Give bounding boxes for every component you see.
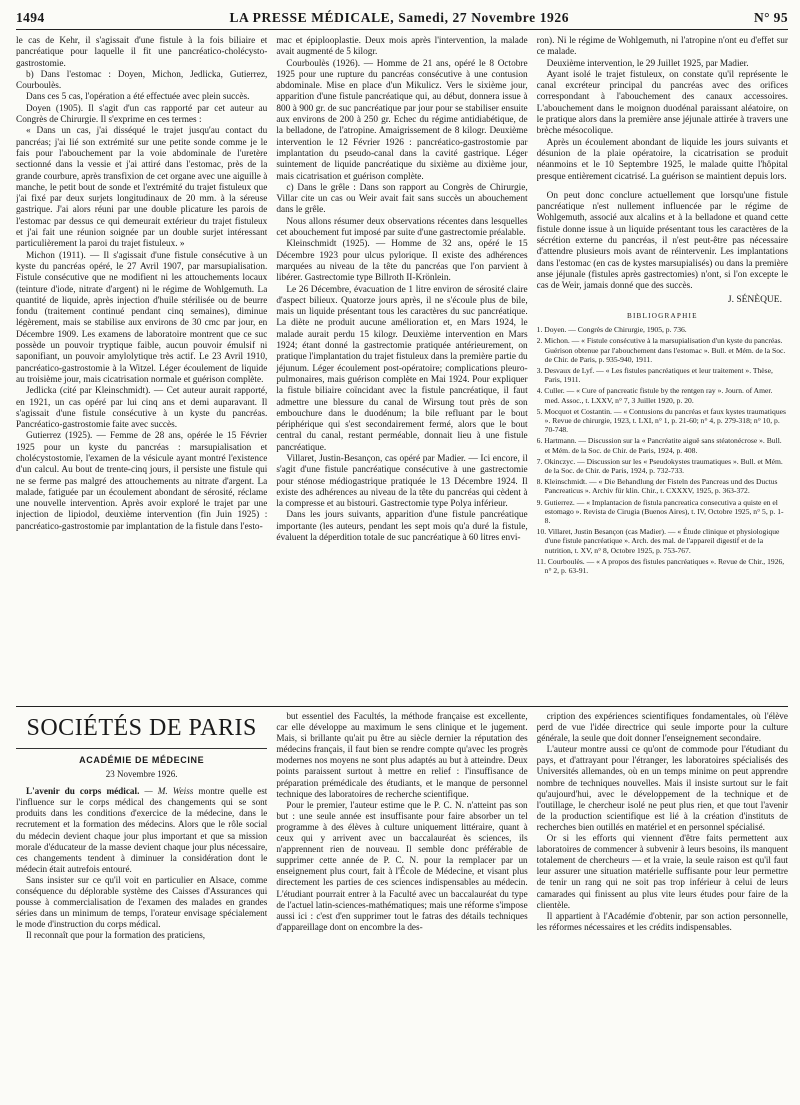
paragraph: Le 26 Décembre, évacuation de 1 litre environ de sérosité claire d'aspect bilieux. Quatorze jours après, il ne s'écoule plus de bile, mais un liquide présentant tous les caractères du suc pancréatique. La diète ne produit aucune amélioration et, en Mars 1924, le malade aurait perdu 15 kilogr. Deuxième intervention en Mars 1924; étant donné la gastrectomie pratiquée antérieurement, on pratique l'implantation du trajet fistuleux dans la première partie du jéjunum. Léger écoulement post-opératoire; complications pleuro-pulmonaires, mais guérison complète en Mai 1924. Pour expliquer la fistule biliaire coïncidant avec la fistule pancréatique, il faut admettre une blessure du canal de Wirsung tout près de son embouchure dans le duodénum; la bile refluant par le bout périphérique qui s'est secondairement fermé, alors que le bout central du canal, restant perméable, donnait lieu à une fistule pancréatique.	[276, 284, 528, 453]
paragraph: Il appartient à l'Académie d'obtenir, par son action personnelle, les réformes nécessaires et les crédits indispensables.	[536, 910, 788, 932]
paragraph: Sans insister sur ce qu'il voit en particulier en Alsace, comme conséquence du déplorable système des Caisses d'Assurances qui pousse à commercialisation de l'examen des malades en grandes séries dans un minimum de temps, l'orateur envisage spécialement le mode d'instruction du corps médical.	[16, 874, 268, 930]
paragraph: Gutierrez (1925). — Femme de 28 ans, opérée le 15 Février 1925 pour un kyste du pancréas : marsupialisation et cholécystostomie, l'examen de la vésicule ayant montré l'existence d'un calcul. Au bout de trente-cinq jours, il persiste une fistule qui ne se ferme pas malgré des attouchements au nitrate d'argent. La malade, fatiguée par un écoulement abondant de sérosité, réclame une nouvelle intervention. Après avoir exploré le trajet par une injection de lipiodol, deuxième intervention (fin Juin 1925) : pancréatico-gastrostomie par implantation de la fistule dans l'esto-	[16, 431, 268, 532]
paragraph: L'auteur montre aussi ce qu'ont de commode pour l'étudiant du pays, et d'attrayant pour l'étranger, les laboratoires spécialisés des Universités allemandes, où en un temps minime on peut apprendre nombre de techniques nouvelles. Mais il insiste surtout sur le fait qu'aujourd'hui, avec le développement de la technique et de l'outillage, le chercheur isolé ne peut plus rien, et que tout l'avenir de la production scientifique est lié à la création d'instituts de recherches bien outillés en matériel et en personnel spécialisé.	[536, 744, 788, 832]
paragraph: Or si les efforts qui viennent d'être faits permettent aux laboratoires de commencer à subvenir à leurs besoins, ils manquent totalement de chercheurs — et la vraie, la seule raison est qu'il faut leur assurer une situation matérielle suffisante pour leur permettre de tenir un rang qui ne soit pas trop inférieur à celui de leurs camarades qui finissent au plus vite leurs études pour faire de la clientèle.	[536, 833, 788, 910]
bibliography-item: 3. Desvaux de Lyf. — « Les fistules pancréatiques et leur traitement ». Thèse, Paris, 1911.	[536, 365, 773, 385]
author-signature: J. SÉNÈQUE.	[727, 294, 782, 305]
page-number: 1494	[16, 10, 45, 25]
page-header	[16, 10, 788, 30]
article-column-1	[16, 36, 267, 702]
paragraph: Nous allons résumer deux observations récentes dans lesquelles cet abouchement fut imposé par suite d'une gastrectomie préalable.	[276, 216, 528, 239]
bibliography-item: 5. Mocquot et Costantin. — « Contusions du pancréas et faux kystes traumatiques ». Revue de chirurgie, 1923, t. LXI, n° 1, p. 21-60; n° 4, p. 279-318; n° 10, p. 70-748.	[536, 406, 786, 435]
bibliography-item: 1. Doyen. — Congrès de Chirurgie, 1905, p. 736.	[536, 325, 687, 335]
bibliography-item: 8. Kleinschmidt. — « Die Behandlung der Fisteln des Pancreas und des Ductus Pancreaticus ». Archiv für klin. Chir., t. CXXXV, 1925, p. 363-372.	[536, 477, 778, 496]
paragraph: b) Dans l'estomac : Doyen, Michon, Jedlicka, Gutierrez, Courboulès.	[16, 69, 268, 92]
societes-section	[16, 707, 788, 1105]
article-column-3	[537, 36, 788, 702]
paragraph: Deuxième intervention, le 29 Juillet 1925, par Madier.	[546, 58, 749, 69]
paragraph: Ayant isolé le trajet fistuleux, on constate qu'il représente le canal excréteur principal du pancréas avec des orifices correspondant à l'abouchement des canaux accessoires. L'abouchement dans le moignon duodénal paraissant aléatoire, on le pratique alors dans la première anse jéjunale attirée à travers une brèche mésocolique.	[536, 69, 788, 137]
paragraph: Jedlicka (cité par Kleinschmidt). — Cet auteur aurait rapporté, en 1921, un cas opéré par lui cinq ans et demi auparavant. Il s'agissait d'une fistule consécutive à un kyste du pancréas. Pancréatico-gastrostomie faite avec succès.	[16, 386, 268, 431]
bibliography-item: 4. Culler. — « Cure of pancreatic fistule by the rentgen ray ». Journ. of Amer. med. Assoc., t. LXXV, n° 7, 3 Juillet 1920, p. 20.	[536, 386, 773, 405]
paragraph: c) Dans le grêle : Dans son rapport au Congrès de Chirurgie, Villar cite un cas ou Weir avait fait sans succès un abouchement dans le grêle.	[276, 182, 528, 216]
article-columns	[16, 36, 788, 702]
bibliography-item: 10. Villaret, Justin Besançon (cas Madier). — « Étude clinique et physiologique d'une fistule pancréatique ». Arch. des mal. de l'appareil digestif et de la nutrition, t. XV, n° 8, Octobre 1925, p. 753-767.	[536, 527, 780, 555]
paragraph: Courboulès (1926). — Homme de 21 ans, opéré le 8 Octobre 1925 pour une rupture du pancréas consécutive à une contusion abdominale. Mise en place d'un Mikulicz. Vers le sixième jour, apparition d'une fistule pancréatique qui, au début, donnera issue à 800 à 900 gr. de suc pancréatique par jour pour se stabiliser ensuite aux environs de 200 à 250 gr. Echec du régime antidiabétique, de la belladone, de l'atropine. Amaigrissement de 8 kilogr. Deuxième intervention le 12 Février 1926 : pancréatico-gastrostomie par implantation du pseudo-canal dans la cavité gastrique. Léger suintement de liquide pancréatique du sixième au dixième jour, mais cicatrisation et guérison complète.	[276, 58, 528, 182]
bibliography-item: 7. Okinczyc. — Discussion sur les « Pseudokystes traumatiques ». Bull. et Mém. de la Soc. de Chir. de Paris, 1924, p. 732-733.	[536, 456, 783, 475]
paragraph: « Dans un cas, j'ai disséqué le trajet jusqu'au contact du pancréas; j'ai lié son extrémité sur une petite sonde comme je le fais pour l'abouchement par la voie abdominale de l'uretère sectionné dans la vessie et j'ai attiré dans l'estomac, près de la grande courbure, après transfixion de cet organe avec une aiguille à manche, le petit bout de sonde et l'extrémité du trajet fistuleux que j'ai fixé par deux surjets longitudinaux de 20 mm. à la séreuse gastrique. J'ai alors réuni par une double plicature les parois de l'estomac par dessus ce qui demeurait extérieur du trajet fistuleux et j'ai fait une réunion soignée par un double surjet intéressant particulièrement la paroi du trajet fistuleux. »	[16, 126, 268, 250]
bibliography-heading: BIBLIOGRAPHIE	[626, 311, 698, 320]
societes-column-1	[16, 711, 267, 1105]
paragraph: mac et épiplooplastie. Deux mois après l'intervention, la malade avait augmenté de 5 kilogr.	[276, 36, 528, 58]
paragraph: but essentiel des Facultés, la méthode française est excellente, car elle développe au maximum le sens clinique et le jugement. Mais, si brillante qu'ait pu être au siècle dernier la réputation des médecins français, il faut bien se rendre compte qu'avec les progrès modernes nos moyens ne sont plus adaptés au but à atteindre. Deux points paraissent surtout à mettre en relief : l'insuffisance de préparation prémédicale des étudiants, et le manque de personnel technique des laboratoires de recherche scientifique.	[276, 711, 528, 799]
societes-column-3	[537, 711, 788, 1105]
lead-author: — M. Weiss	[144, 786, 194, 797]
paragraph: On peut donc conclure actuellement que lorsqu'une fistule pancréatique n'est nullement influencée par le régime de Wohlgemuth, associé aux alcalins et à la belladone et quand cette fistule donne issue à un liquide présentant tous les caractères de la sécrétion externe du pancréas, il n'est peut-être pas nécessaire d'attendre plusieurs mois avant de réintervenir. Les implantations dans l'estomac (en cas de kystes marsupialisés) ou dans la première anse jéjunale (fistules après gastrectomies) n'ont, si l'on excepte le cas de Weir, jamais donné que des succès.	[536, 190, 788, 292]
paragraph: Villaret, Justin-Besançon, cas opéré par Madier. — Ici encore, il s'agit d'une fistule pancréatique consécutive à une gastrectomie pour sténose médiogastrique pratiquée le 13 Décembre 1924. Il existe des adhérences au niveau de la tête du pancréas qui cèdent à la compresse et au bistouri. Gastrectomie type Polya inférieur.	[276, 453, 528, 510]
bibliography-list	[537, 325, 788, 575]
journal-title: LA PRESSE MÉDICALE, Samedi, 27 Novembre 1926	[229, 10, 570, 25]
societes-column-2	[276, 711, 527, 1105]
paragraph: Dans les jours suivants, apparition d'une fistule pancréatique importante (les auteurs, pendant les sept mois qu'a duré la fistule, évaluent la déperdition totale de suc pancréatique à 60 litres envi-	[276, 510, 528, 544]
paragraph: ron). Ni le régime de Wohlgemuth, ni l'atropine n'ont eu d'effet sur ce malade.	[536, 36, 788, 58]
paragraph: Kleinschmidt (1925). — Homme de 32 ans, opéré le 15 Décembre 1923 pour ulcus pylorique. Il existe des adhérences marquées au niveau de la tête du pancréas que l'on parvient à libérer. Gastrectomie type Billroth II-Krönlein.	[276, 239, 528, 284]
paragraph: cription des expériences scientifiques fondamentales, où l'élève perd de vue l'idée directrice qui seule importe pour la culture générale, la seule que doit donner l'enseignement secondaire.	[536, 711, 788, 744]
paragraph	[16, 786, 267, 875]
article-column-2	[276, 36, 527, 702]
bibliography-item: 11. Courboulès. — « A propos des fistules pancréatiques ». Revue de Chir., 1926, n° 2, p. 63-91.	[536, 556, 785, 575]
bibliography-item: 2. Michon. — « Fistule consécutive à la marsupialisation d'un kyste du pancréas. Guérison obtenue par l'abouchement dans l'estomac ». Bull. et Mém. de la Soc. de Chir. de Paris, p. 935-940, 1911.	[536, 336, 786, 364]
session-date: 23 Novembre 1926.	[105, 769, 178, 780]
paragraph: Pour le premier, l'auteur estime que le P. C. N. n'atteint pas son but : une seule année est insuffisante pour faire absorber un tel programme à des élèves à culture uniquement littéraire, quant à ceux qui y arrivent avec un baccalauréat ès sciences, ils n'apprennent rien de nouveau. Il semble donc préférable de supprimer cette année de P. C. N. pour la remplacer par un enseignement plus court, fait à l'École de Médecine, et visant plus directement les parties de ces sciences indispensables au médecin. L'étudiant pourrait entrer à la Faculté avec un baccalauréat du type de l'actuel latin-sciences-mathématiques; mais une réforme s'impose aussi ici : c'est d'en supprimer tout le fatras des détails techniques d'appareillage dont on encombre la des-	[276, 799, 528, 932]
paragraph: Doyen (1905). Il s'agit d'un cas rapporté par cet auteur au Congrès de Chirurgie. Il s'exprime en ces termes :	[16, 103, 268, 126]
paragraph: Dans ces 5 cas, l'opération a été effectuée avec plein succès.	[26, 92, 250, 103]
academy-heading: ACADÉMIE DE MÉDECINE	[79, 755, 205, 765]
section-title: SOCIÉTÉS DE PARIS	[16, 711, 267, 749]
paragraph: Il reconnaît que pour la formation des praticiens,	[26, 930, 206, 941]
lead-title: L'avenir du corps médical.	[26, 786, 140, 797]
bibliography-item: 9. Gutierrez. — « Implantacion de fistula pancreatica consecutiva a quiste en el estomago ». Revista de Cirugia (Buenos Aires), t. IV, Octobre 1925, n° 5, p. 1-8.	[536, 497, 784, 525]
bibliography-item: 6. Hartmann. — Discussion sur la « Pancréatite aiguë sans stéatonécrose ». Bull. et Mém. de la Soc. de Chir. de Paris, 1924, p. 408.	[536, 436, 782, 455]
paragraph: Après un écoulement abondant de liquide les jours suivants et désunion de la plaie opératoire, la cicatrisation se produit néanmoins et le 10 Septembre 1925, le malade quitte l'hôpital presque entièrement cicatrisé. La guérison se maintient depuis lors.	[536, 137, 788, 182]
paragraph: Michon (1911). — Il s'agissait d'une fistule consécutive à un kyste du pancréas opéré, le 27 Avril 1907, par marsupialisation. Fistule consécutive que ne modifient ni les attouchements locaux (teinture d'iode, nitrate d'argent) ni le régime de Wohlgemuth. La quantité de liquide, après injection d'huile stérilisée ou de beurre fondu (traitement continué pendant cinq semaines), diminue légèrement, mais se stabilise aux environs de 30 cmc par jour, en Décembre 1909. Les examens de laboratoire montrent que ce suc possède un pouvoir tryptique faible, aucun pouvoir émulsif ni saponifiant, un pouvoir amylolytique très actif. Le 23 Avril 1910, pancréatico-gastrostomie à la Witzel. Léger écoulement de liquide au troisième jour, mais cicatrisation normale et guérison complète.	[16, 250, 268, 385]
paragraph: le cas de Kehr, il s'agissait d'une fistule à la fois biliaire et pancréatique pour laquelle il fit une pancréatico-cholécysto-gastrostomie.	[16, 36, 268, 69]
lead-text: montre quelle est l'influence sur le corps médical des changements qui se sont produits dans les conditions d'exercice de la médecine, dans le recrutement et la formation des médecins. Alors que le rôle social du médecin devient chaque jour plus important et que sa mission morale d'éducateur de la masse devient chaque jour plus nécessaire, ces changements tendent à diminuer la considération dont le médecin était autrefois entouré.	[16, 786, 268, 874]
issue-number: N° 95	[753, 10, 788, 25]
